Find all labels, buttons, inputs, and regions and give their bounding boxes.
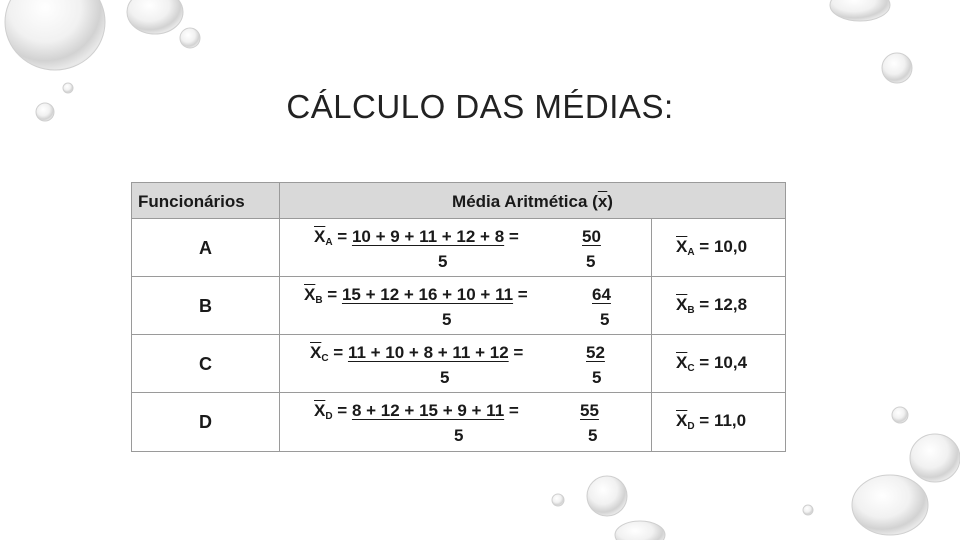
mean-result: $\overline{X}_B = 12,8$ [676,295,748,316]
employee-letter: A [132,219,280,276]
mean-calculation: $\overline{X}_A = 10 + 9 + 11 + 12 + 8$ = 50 5 5 [280,219,652,276]
table-row [132,335,785,393]
mean-result: $\overline{X}_C = 10,4$ [676,353,748,374]
employee-letter: D [132,393,280,451]
mean-calculation: $\overline{X}_D = 8 + 12 + 15 + 9 + 11$ = 55 5 5 [280,393,652,451]
header-media-aritmetica: Média Aritmética $(\overline{x})$ [452,192,613,211]
table-header-row [132,183,785,219]
mean-calculation: $\overline{X}_C = 11 + 10 + 8 + 11 + 12$ = 52 5 5 [280,335,652,392]
page-title: CÁLCULO DAS MÉDIAS: [286,88,674,125]
header-funcionarios: Funcionários [132,183,280,218]
employee-letter: B [132,277,280,334]
means-table [131,182,786,452]
table-row [132,219,785,277]
mean-result: $\overline{X}_A = 10,0$ [676,237,748,258]
table-row [132,277,785,335]
mean-calculation: $\overline{X}_B = 15 + 12 + 16 + 10 + 11$ = 64 5 5 [280,277,652,334]
table-row [132,393,785,451]
employee-letter: C [132,335,280,392]
mean-result: $\overline{X}_D = 11,0$ [676,411,747,432]
